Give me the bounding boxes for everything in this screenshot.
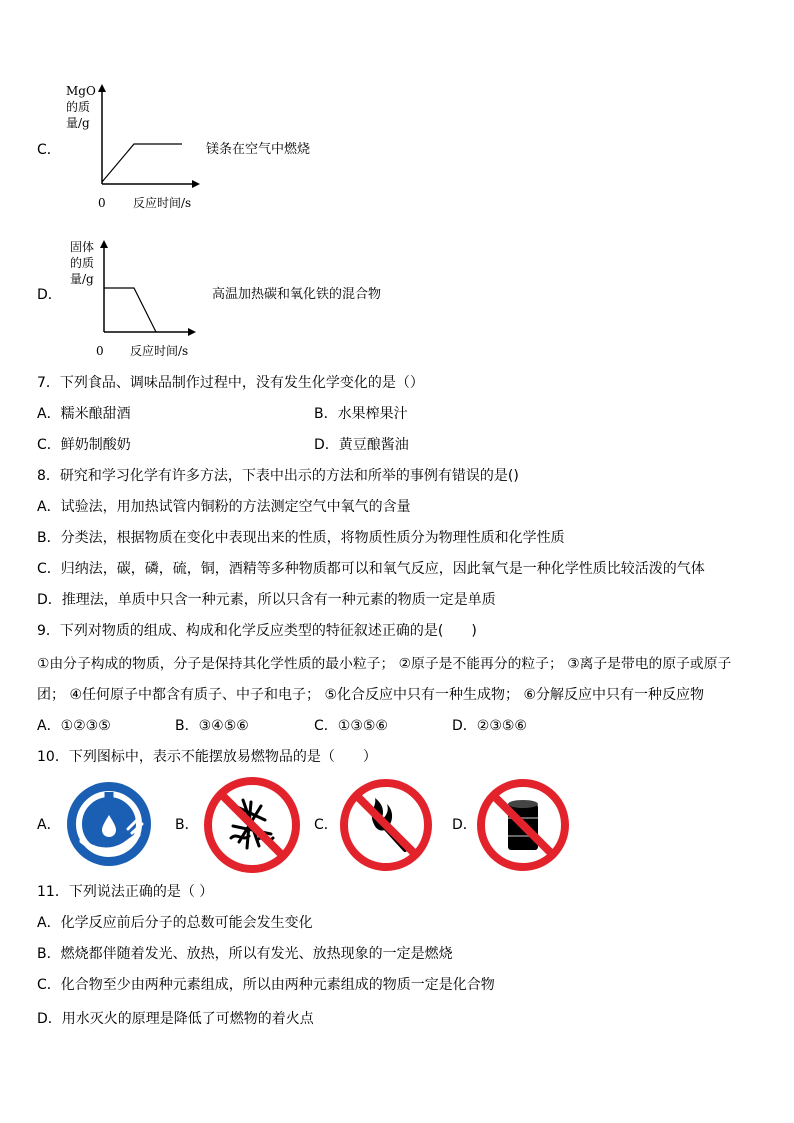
q8-option-a: A．试验法，用加热试管内铜粉的方法测定空气中氧气的含量 <box>37 499 411 515</box>
graph-d-origin: 0 <box>96 344 104 358</box>
graph-c-xlabel: 反应时间/s <box>133 196 192 210</box>
graph-d-x-arrow <box>188 328 196 336</box>
q9-statements-line2: 团； ④任何原子中都含有质子、中子和电子； ⑤化合反应中只有一种生成物； ⑥分解反应中只有一种反应物 <box>37 687 705 703</box>
q9-option-c: C．①③⑤⑥ <box>314 718 388 734</box>
q9-option-a: A．①②③⑤ <box>37 718 111 734</box>
q10-option-c-letter: C． <box>314 817 338 833</box>
graph-c-curve <box>102 144 182 182</box>
graph-c-x-arrow <box>192 180 200 188</box>
option-d-letter: D． <box>37 287 62 303</box>
graph-d-ylabel <box>70 240 94 286</box>
q10-option-d-letter: D． <box>452 817 477 833</box>
q7-option-c: C．鲜奶制酸奶 <box>37 437 131 453</box>
graph-c-axes <box>90 82 205 192</box>
q8-option-b: B．分类法，根据物质在变化中表现出来的性质，将物质性质分为物理性质和化学性质 <box>37 530 565 546</box>
q7-option-d: D．黄豆酿酱油 <box>314 437 409 453</box>
graph-c-ylabel-line3: 量/g <box>66 116 90 130</box>
no-flammable-material-icon <box>203 776 301 874</box>
q11-option-a: A．化学反应前后分子的总数可能会发生变化 <box>37 915 313 931</box>
graph-d-ylabel-line2: 的质 <box>70 256 95 270</box>
q11-option-d: D．用水灭火的原理是降低了可燃物的着火点 <box>37 1011 314 1027</box>
q7-option-a: A．糯米酿甜酒 <box>37 406 131 422</box>
q10-option-b-letter: B． <box>175 817 199 833</box>
water-saving-icon <box>64 779 154 869</box>
q9-option-b: B．③④⑤⑥ <box>175 718 249 734</box>
graph-c-y-arrow <box>98 84 106 92</box>
q9-option-d: D．②③⑤⑥ <box>452 718 527 734</box>
q8-stem: 8．研究和学习化学有许多方法，下表中出示的方法和所举的事例有错误的是() <box>37 468 519 484</box>
graph-c-ylabel-line1: MgO <box>66 84 96 98</box>
q11-stem: 11．下列说法正确的是（ ） <box>37 884 214 900</box>
q7-stem: 7．下列食品、调味品制作过程中，没有发生化学变化的是（） <box>37 375 424 391</box>
no-open-flame-icon <box>339 778 433 872</box>
graph-c-ylabel-line2: 的质 <box>66 100 91 114</box>
q8-option-c: C．归纳法，碳，磷，硫，铜，酒精等多种物质都可以和氧气反应，因此氧气是一种化学性质比较活泼的气体 <box>37 561 705 577</box>
q7-option-b: B．水果榨果汁 <box>314 406 408 422</box>
graph-d-y-arrow <box>100 240 108 248</box>
q8-option-d: D．推理法，单质中只含一种元素，所以只含有一种元素的物质一定是单质 <box>37 592 496 608</box>
q9-statements-line1: ①由分子构成的物质，分子是保持其化学性质的最小粒子； ②原子是不能再分的粒子； ③离子是带电的原子或原子 <box>37 656 732 672</box>
graph-d-xlabel: 反应时间/s <box>130 344 189 358</box>
graph-d-caption: 高温加热碳和氧化铁的混合物 <box>212 287 382 302</box>
q11-option-c: C．化合物至少由两种元素组成，所以由两种元素组成的物质一定是化合物 <box>37 977 495 993</box>
graph-c-caption: 镁条在空气中燃烧 <box>206 142 311 157</box>
q10-stem: 10．下列图标中，表示不能摆放易燃物品的是（ ） <box>37 749 377 765</box>
graph-d-ylabel-line1: 固体 <box>70 240 95 254</box>
graph-d-ylabel-line3: 量/g <box>70 272 94 286</box>
q9-stem: 9．下列对物质的组成、构成和化学反应类型的特征叙述正确的是( ) <box>37 623 477 639</box>
option-c-letter: C． <box>37 142 61 158</box>
q11-option-b: B．燃烧都伴随着发光、放热，所以有发光、放热现象的一定是燃烧 <box>37 946 453 962</box>
graph-d-curve <box>104 288 156 332</box>
q10-option-a-letter: A． <box>37 817 61 833</box>
graph-d-axes <box>92 238 202 338</box>
no-fuel-drum-icon <box>476 778 570 872</box>
graph-c-origin: 0 <box>98 196 106 210</box>
